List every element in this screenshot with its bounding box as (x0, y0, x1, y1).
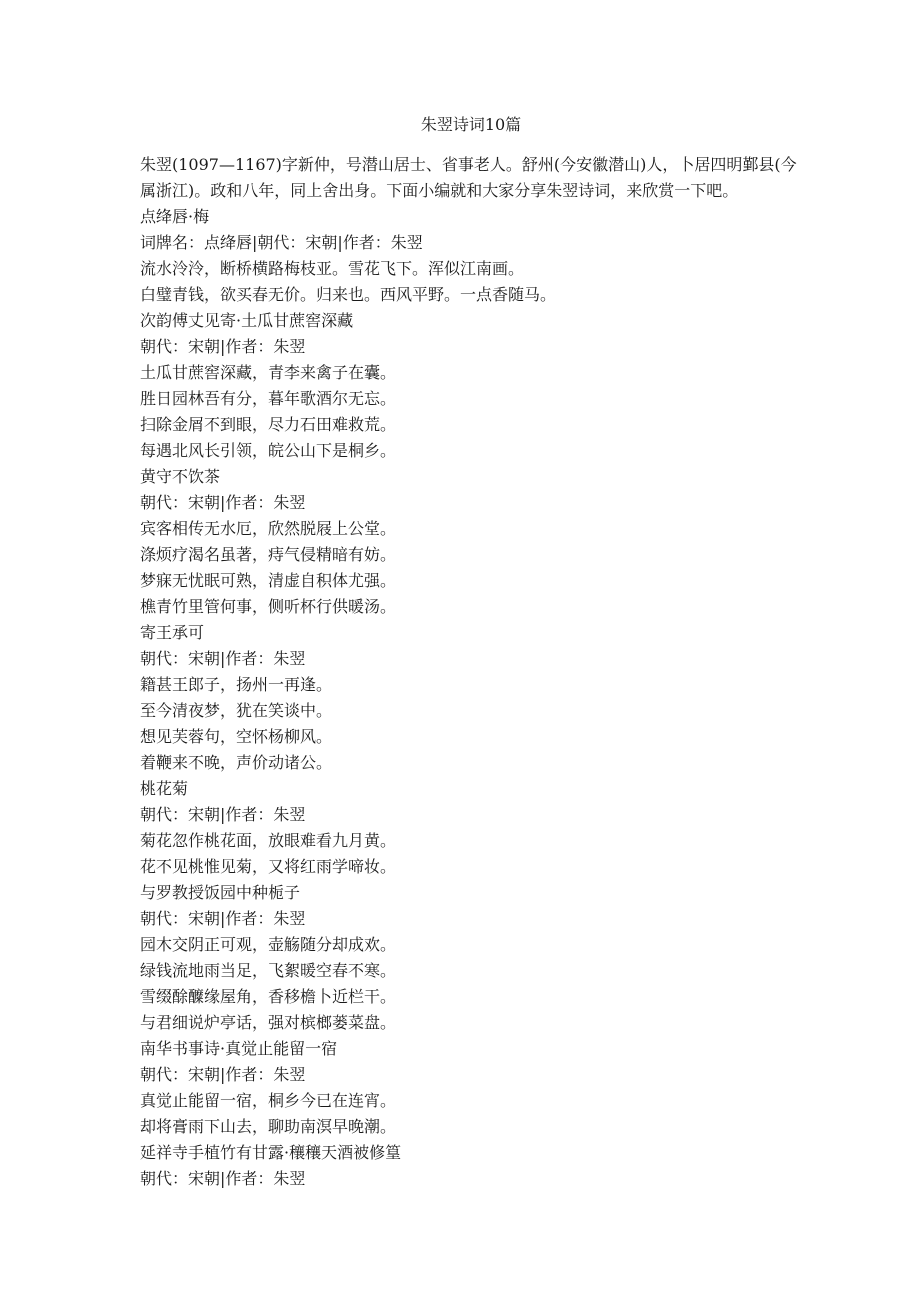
text-line: 樵青竹里管何事，侧听杯行供暖汤。 (140, 597, 397, 616)
text-line: 绿钱流地雨当足，飞絮暖空春不寒。 (140, 961, 397, 980)
text-line: 朝代：宋朝|作者：朱翌 (140, 649, 306, 668)
text-line: 点绛唇·梅 (140, 207, 210, 226)
text-line: 次韵傅丈见寄·土瓜甘蔗窖深藏 (140, 311, 354, 330)
text-line: 宾客相传无水厄，欣然脱屐上公堂。 (140, 519, 397, 538)
text-line: 寄王承可 (140, 623, 205, 642)
text-line: 朝代：宋朝|作者：朱翌 (140, 1065, 306, 1084)
text-line: 桃花菊 (140, 779, 189, 798)
text-line: 花不见桃惟见菊，又将红雨学啼妆。 (140, 857, 397, 876)
text-line: 土瓜甘蔗窖深藏，青李来禽子在囊。 (140, 363, 397, 382)
text-line: 朝代：宋朝|作者：朱翌 (140, 805, 306, 824)
intro-paragraph: 朱翌(1097—1167)字新仲，号潜山居士、省事老人。舒州(今安徽潜山)人，卜居四明鄞县(今属浙江)。政和八年，同上舍出身。下面小编就和大家分享朱翌诗词，来欣赏一下吧。 (140, 155, 797, 200)
text-line: 真觉止能留一宿，桐乡今已在连宵。 (140, 1091, 397, 1110)
text-line: 园木交阴正可观，壶觞随分却成欢。 (140, 935, 397, 954)
text-line: 菊花忽作桃花面，放眼难看九月黄。 (140, 831, 397, 850)
text-line: 扫除金屑不到眼，尽力石田难救荒。 (140, 415, 397, 434)
text-line: 与君细说炉亭话，强对槟榔蒌菜盘。 (140, 1013, 397, 1032)
document-title: 朱翌诗词10篇 (420, 115, 522, 134)
text-line: 朝代：宋朝|作者：朱翌 (140, 493, 306, 512)
document-page (140, 112, 800, 1192)
text-line: 胜日园林吾有分，暮年歌酒尔无忘。 (140, 389, 397, 408)
text-line: 想见芙蓉句，空怀杨柳风。 (140, 727, 333, 746)
text-line: 与罗教授饭园中种栀子 (140, 883, 301, 902)
text-line: 涤烦疗渴名虽著，痔气侵精暗有妨。 (140, 545, 397, 564)
text-line: 延祥寺手植竹有甘露·穰穰天酒被修篁 (140, 1143, 402, 1162)
text-line: 籍甚王郎子，扬州一再逢。 (140, 675, 333, 694)
text-line: 雪缀酴醾缘屋角，香移檐卜近栏干。 (140, 987, 397, 1006)
text-line: 朝代：宋朝|作者：朱翌 (140, 1169, 306, 1188)
text-line: 黄守不饮茶 (140, 467, 221, 486)
text-line: 南华书事诗·真觉止能留一宿 (140, 1039, 338, 1058)
text-line: 朝代：宋朝|作者：朱翌 (140, 337, 306, 356)
text-line: 流水泠泠，断桥横路梅枝亚。雪花飞下。浑似江南画。 (140, 259, 525, 278)
text-line: 至今清夜梦，犹在笑谈中。 (140, 701, 333, 720)
text-line: 却将膏雨下山去，聊助南溟早晚潮。 (140, 1117, 397, 1136)
text-line: 梦寐无忧眠可熟，清虚自积体尤强。 (140, 571, 397, 590)
text-line: 着鞭来不晚，声价动诸公。 (140, 753, 333, 772)
text-line: 词牌名：点绛唇|朝代：宋朝|作者：朱翌 (140, 233, 423, 252)
text-line: 朝代：宋朝|作者：朱翌 (140, 909, 306, 928)
text-line: 每遇北风长引领，皖公山下是桐乡。 (140, 441, 397, 460)
text-line: 白璧青钱，欲买春无价。归来也。西风平野。一点香随马。 (140, 285, 557, 304)
